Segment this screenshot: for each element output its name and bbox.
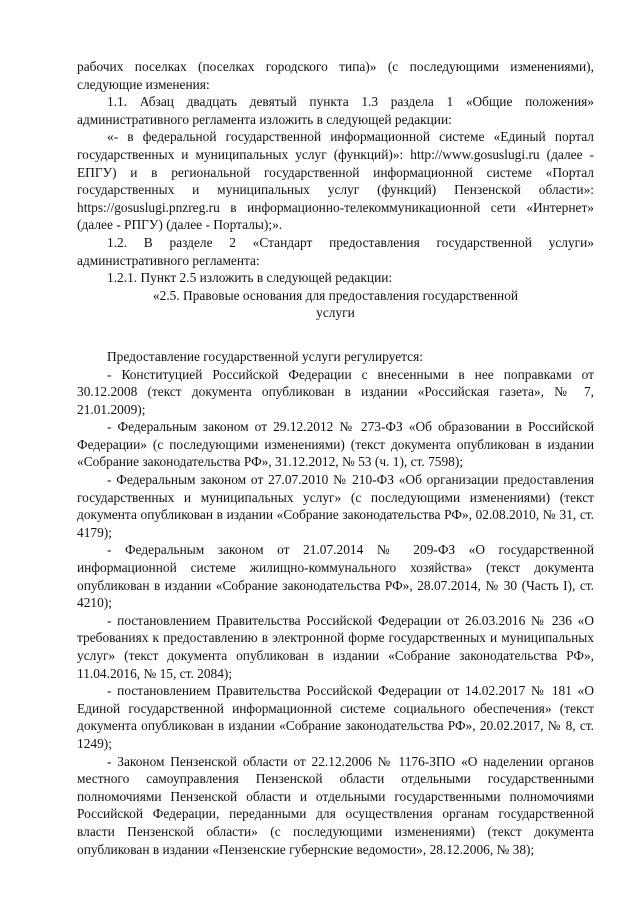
- paragraph-intro: рабочих поселках (поселках городского типа)» (с последующими изменениями), следующие изменения:: [77, 59, 594, 92]
- paragraph-quote-portals: «- в федеральной государственной информационной системе «Единый портал государственных и муниципальных услуг (функций)»: http://www.gosuslugi.ru (далее - ЕПГУ) и в региональной государственной информационной системе «Портал государственных и муниципальных услуг (функций) Пензенской области»: https://gosuslugi.pnzreg.ru в информационно-телекоммуникационной сети «Интернет» (далее - РПГУ) (далее - Порталы);».: [77, 129, 594, 233]
- paragraph-1-1: 1.1. Абзац двадцать девятый пункта 1.3 раздела 1 «Общие положения» административного регламента изложить в следующей редакции:: [77, 94, 594, 127]
- list-item-constitution: - Конституцией Российской Федерации с внесенными в нее поправками от 30.12.2008 (текст документа опубликован в издании «Российская газета», № 7, 21.01.2009);: [77, 366, 594, 417]
- list-item-law-273: - Федеральным законом от 29.12.2012 № 273-ФЗ «Об образовании в Российской Федерации» (с последующими изменениями) (текст документа опубликован в издании «Собрание законодательства РФ», 31.12.2012, № 53 (ч. 1), ст. 7598);: [77, 419, 594, 470]
- list-item-resolution-181: - постановлением Правительства Российской Федерации от 14.02.2017 № 181 «О Единой государственной информационной системе социального обеспечения» (текст документа опубликован в издании «Собрание законодательства РФ», 20.02.2017, № 8, ст. 1249);: [77, 683, 594, 751]
- list-item-law-210: - Федеральным законом от 27.07.2010 № 210-ФЗ «Об организации предоставления государственных и муниципальных услуг» (с последующими изменениями) (текст документа опубликован в издании «Собрание законодательства РФ», 02.08.2010, № 31, ст. 4179);: [77, 472, 594, 540]
- paragraph-1-2-1: 1.2.1. Пункт 2.5 изложить в следующей редакции:: [107, 270, 393, 286]
- list-item-law-209: - Федеральным законом от 21.07.2014 № 209-ФЗ «О государственной информационной системе жилищно-коммунального хозяйства» (текст документа опубликован в издании «Собрание законодательства РФ», 28.07.2014, № 30 (Часть I), ст. 4210);: [77, 542, 594, 611]
- document-page: [77, 58, 594, 858]
- list-item-penza-law-1176: - Законом Пензенской области от 22.12.2006 № 1176-ЗПО «О наделении органов местного самоуправления Пензенской области отдельными государственными полномочиями Пензенской области и отдельными государственными полномочиями Российской Федерации, переданными для осуществления органам государственной власти Пензенской области» (с последующими изменениями) (текст документа опубликован в издании «Пензенские губернские ведомости», 28.12.2006, № 38);: [77, 753, 594, 857]
- paragraph-regulation-intro: Предоставление государственной услуги регулируется:: [107, 348, 423, 364]
- section-heading-line-1: «2.5. Правовые основания для предоставления государственной: [152, 287, 519, 303]
- paragraph-1-2: 1.2. В разделе 2 «Стандарт предоставления государственной услуги» административного регламента:: [77, 234, 594, 268]
- list-item-resolution-236: - постановлением Правительства Российской Федерации от 26.03.2016 № 236 «О требованиях к предоставлению в электронной форме государственных и муниципальных услуг» (текст документа опубликован в издании «Собрание законодательства РФ», 11.04.2016, № 15, ст. 2084);: [77, 612, 594, 681]
- section-heading-line-2: услуги: [316, 305, 355, 321]
- spacer: [77, 322, 594, 348]
